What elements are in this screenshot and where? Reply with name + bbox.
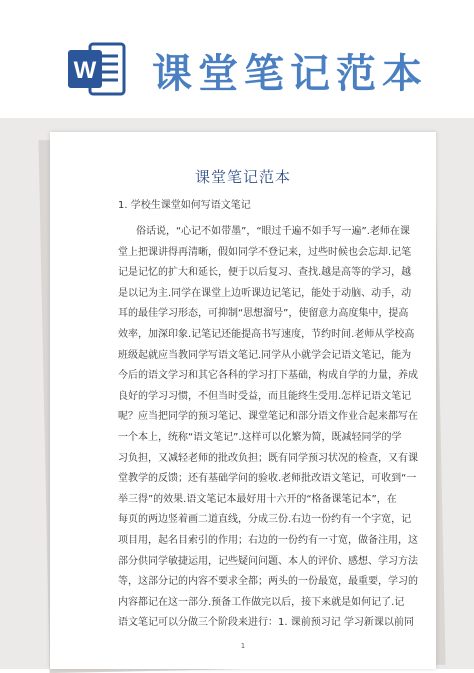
body-line: 习负担，又减轻老师的批改负担；既有同学预习状况的检查，又有课 [118, 452, 418, 464]
word-document-icon [66, 38, 128, 100]
page-number: 1 [240, 642, 246, 650]
body-line: 内容都记在这一部分.预备工作做完以后，接下来就是如何记了.记 [118, 596, 405, 608]
body-line: 举三得”的效果.语文笔记本最好用十六开的“格备课笔记本”，在 [118, 493, 397, 505]
body-line: 堂上把课讲得再清晰，假如同学不登记来，过些时候也会忘却.记笔 [118, 246, 412, 258]
body-line: 一个本上，统称“语文笔记”.这样可以化繁为简，既减轻同学的学 [118, 431, 402, 443]
document-page [50, 132, 436, 669]
body-line: 今后的语文学习和其它各科的学习打下基础，构成自学的力量，养成 [118, 370, 418, 382]
document-title: 课堂笔记范本 [194, 168, 291, 186]
body-line: 良好的学习习惯，不但当时受益，而且能终生受用.怎样记语文笔记 [118, 390, 412, 402]
body-line: 耳的最佳学习形态，可抑制“思想溜号”，使留意力高度集中，提高 [118, 308, 409, 320]
svg-text:W: W [73, 57, 97, 84]
body-line: 呢？应当把同学的预习笔记、课堂笔记和部分语文作业合起来都写在 [118, 411, 418, 423]
section-heading: 1. 学校生课堂如何写语文笔记 [118, 200, 251, 211]
body-line: 是以记为主.同学在课堂上边听课边记笔记，能处于动脑、动手，动 [118, 287, 412, 299]
body-line: 堂教学的反馈；还有基础学问的验收.老师批改语文笔记，可收到“一 [118, 473, 417, 485]
body-paragraph [118, 222, 418, 634]
body-line: 记是记忆的扩大和延长，便于以后复习、查找.越是高等的学习，越 [118, 267, 412, 279]
body-line: 效率，加深印象.记笔记还能提高书写速度，节约时间.老师从学校高 [118, 328, 415, 340]
body-line: 每页的两边竖着画二道直线，分成三份.右边一份约有一个字宽，记 [118, 514, 412, 526]
body-line: 班级起就应当教同学写语文笔记.同学从小就学会记语文笔记，能为 [118, 349, 412, 361]
body-line: 俗话说，“心记不如带墨”，“眼过千遍不如手写一遍”.老师在课 [136, 226, 410, 237]
body-line: 语文笔记可以分做三个阶段来进行：1. 课前预习记 学习新课以前同 [118, 617, 414, 629]
body-line: 等，这部分记的内容不要求全都；两头的一份最宽，最重要，学习的 [118, 576, 418, 588]
document-banner [0, 0, 474, 130]
body-line: 部分供同学敏捷运用，记些疑问问题、本人的评价、感想、学习方法 [118, 555, 418, 567]
banner-title: 课堂笔记范本 [152, 51, 428, 97]
body-line: 项目用，起名目索引的作用；右边的一份约有一寸宽，做备注用，这 [118, 534, 418, 546]
